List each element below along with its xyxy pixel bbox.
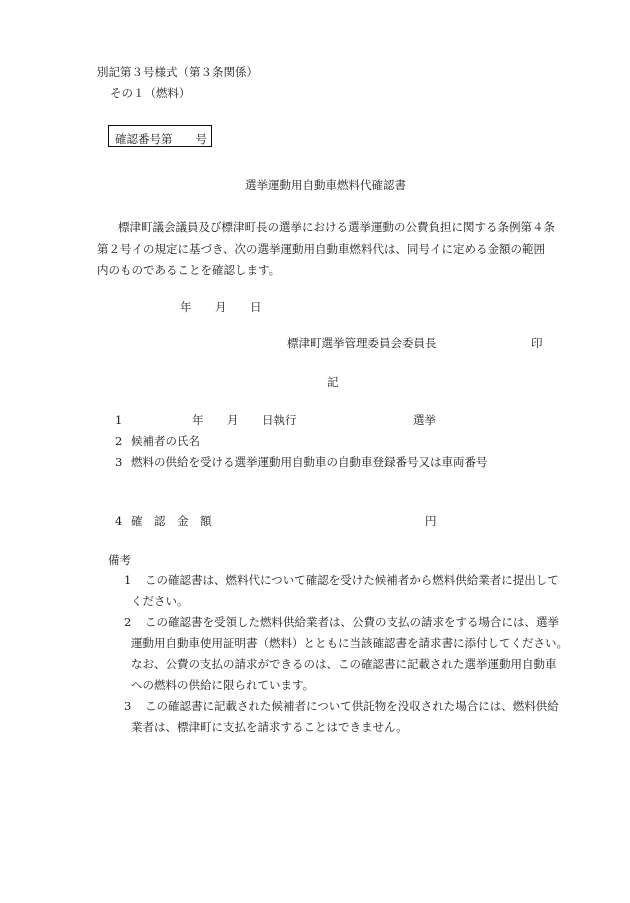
ki-heading: 記 (327, 375, 339, 389)
note-3-line-2: 業者は、標津町に支払を請求することはできません。 (131, 720, 408, 734)
note-2-number: 2 (124, 615, 132, 629)
form-reference: 別記第３号様式（第３条関係） (97, 65, 258, 79)
note-2-line-4: への燃料の供給に限られています。 (131, 678, 315, 692)
date-month: 月 (215, 300, 227, 314)
date-year: 年 (180, 300, 192, 314)
item-3-number: 3 (115, 455, 123, 469)
body-line-1: 標津町議会議員及び標津町長の選挙における選挙運動の公費負担に関する条例第４条 (118, 220, 555, 234)
item-1-day-held: 日執行 (262, 413, 297, 427)
note-2-line-3: なお、公費の支払の請求ができるのは、この確認書に記載された選挙運動用自動車 (131, 657, 557, 671)
body-line-2: 第２号イの規定に基づき、次の選挙運動用自動車燃料代は、同号イに定める金額の範囲 (97, 242, 546, 256)
date-day: 日 (250, 300, 262, 314)
seal-mark: 印 (531, 336, 543, 350)
confirmation-number-box (108, 125, 212, 147)
document-title: 選挙運動用自動車燃料代確認書 (245, 178, 406, 192)
body-line-3: 内のものであることを確認します。 (97, 263, 281, 277)
item-1-number: 1 (115, 413, 123, 427)
item-2-number: 2 (115, 434, 123, 448)
item-4-number: 4 (115, 514, 123, 528)
item-1-year: 年 (192, 413, 204, 427)
note-3-line-1: この確認書に記載された候補者について供託物を没収された場合には、燃料供給 (145, 699, 559, 713)
note-1-line-1: この確認書は、燃料代について確認を受けた候補者から燃料供給業者に提出して (145, 573, 559, 587)
item-1-month: 月 (227, 413, 239, 427)
form-subtitle: その１（燃料） (110, 86, 191, 100)
item-4-unit: 円 (425, 514, 437, 528)
note-1-line-2: ください。 (131, 594, 189, 608)
confirmation-number-label: 確認番号第 号 (115, 132, 207, 146)
note-2-line-1: この確認書を受領した燃料供給業者は、公費の支払の請求をする場合には、選挙 (145, 615, 559, 629)
note-3-number: 3 (124, 699, 132, 713)
item-3-label: 燃料の供給を受ける選挙運動用自動車の自動車登録番号又は車両番号 (131, 455, 488, 469)
note-2-line-2: 運動用自動車使用証明書（燃料）とともに当該確認書を請求書に添付してください。 (131, 636, 568, 650)
note-1-number: 1 (124, 573, 132, 587)
signatory-name: 標津町選挙管理委員会委員長 (287, 336, 437, 350)
item-1-election: 選挙 (413, 413, 436, 427)
item-2-label: 候補者の氏名 (131, 434, 200, 448)
remarks-heading: 備考 (108, 553, 131, 567)
item-4-label: 確 認 金 額 (131, 514, 212, 528)
